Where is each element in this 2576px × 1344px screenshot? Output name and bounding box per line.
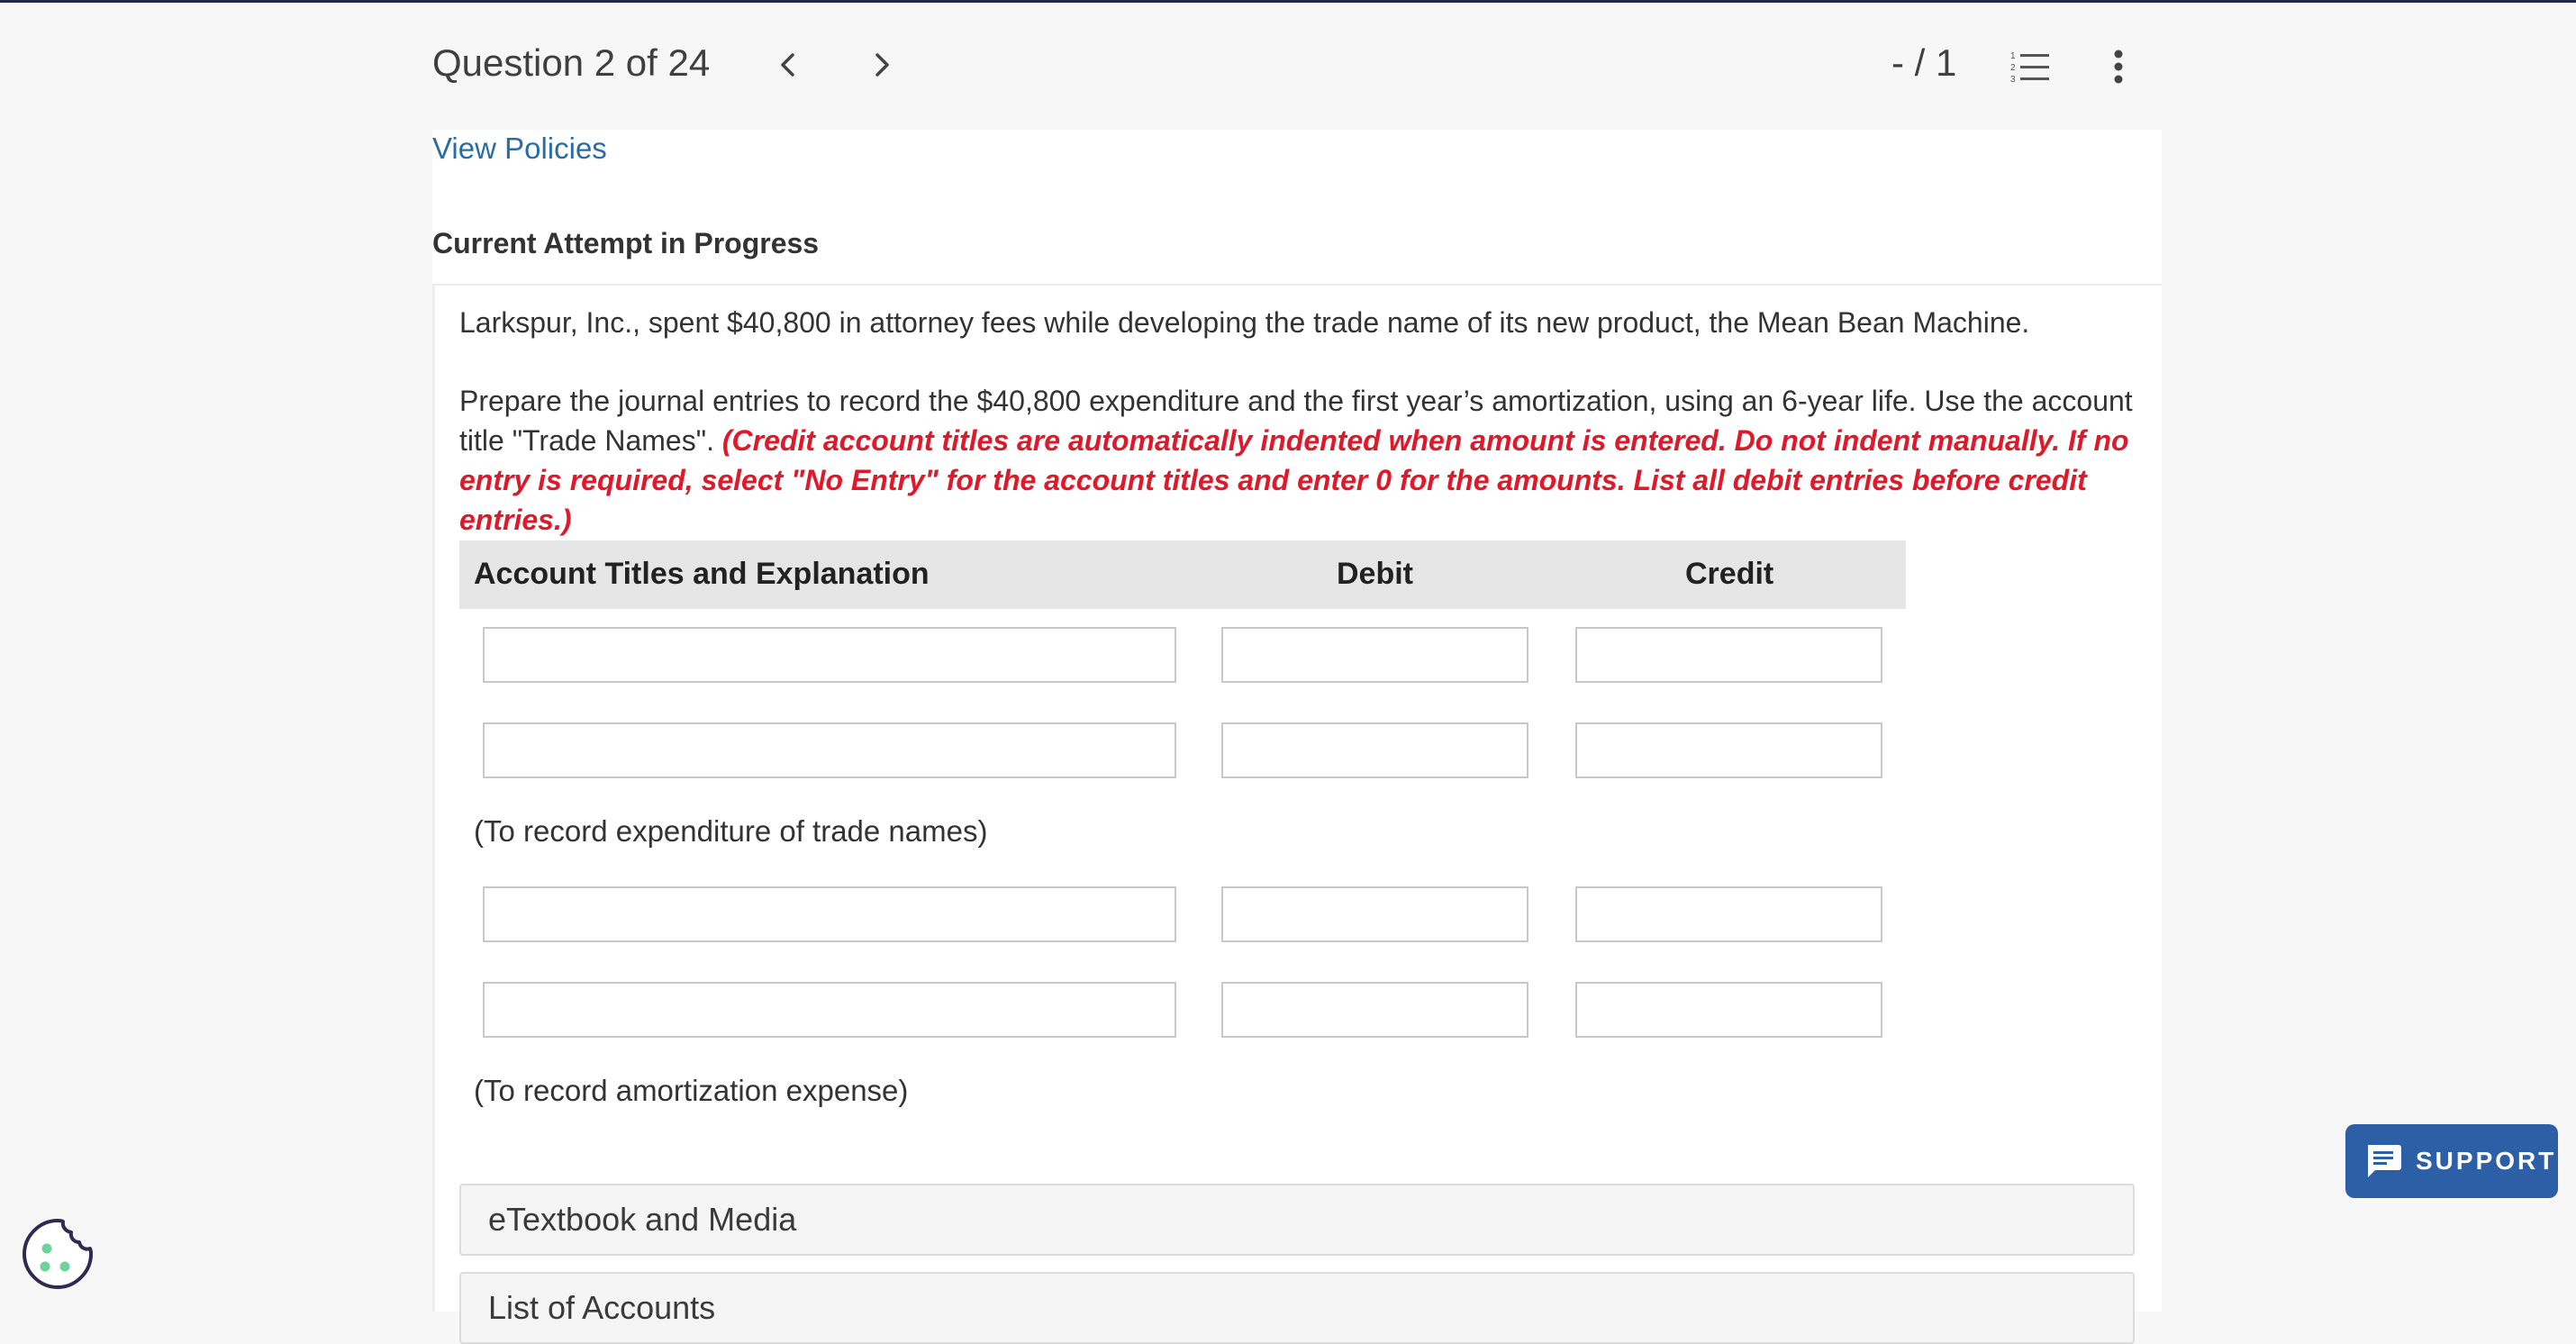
attempt-status: Current Attempt in Progress xyxy=(432,227,820,259)
problem-statement xyxy=(459,303,2153,540)
header-credit: Credit xyxy=(1685,557,1774,591)
entry2-row1-debit-input[interactable] xyxy=(1221,886,1528,942)
problem-paragraph-1: Larkspur, Inc., spent $40,800 in attorney fees while developing the trade name of its new product, the Mean Bean Machine. xyxy=(459,306,2030,339)
view-policies-link[interactable]: View Policies xyxy=(432,132,607,165)
svg-text:1: 1 xyxy=(2010,51,2016,61)
top-border xyxy=(0,0,2576,3)
svg-text:2: 2 xyxy=(2010,63,2016,73)
problem-instructions: (Credit account titles are automatically indented when amount is entered. Do not indent manually. If no entry is required, select "No Entry" for the account titles and enter 0 for the amounts. List all debit entries before credit entries.) xyxy=(459,424,2129,536)
problem-paragraph-2 xyxy=(459,381,2153,540)
section-divider xyxy=(432,284,2162,286)
chat-bubble-icon xyxy=(2363,1142,2403,1180)
more-options-button[interactable] xyxy=(2093,41,2144,92)
header-debit: Debit xyxy=(1337,557,1413,591)
journal-table-header xyxy=(459,540,1906,609)
score-display: - / 1 xyxy=(1891,41,1957,84)
entry1-row2-credit-input[interactable] xyxy=(1575,722,1882,778)
entry1-row1-debit-input[interactable] xyxy=(1221,627,1528,683)
entry1-row2-debit-input[interactable] xyxy=(1221,722,1528,778)
entry1-row2-account-input[interactable] xyxy=(483,722,1176,778)
support-button[interactable] xyxy=(2345,1124,2558,1198)
list-of-accounts-accordion[interactable] xyxy=(459,1272,2135,1344)
entry2-row1-credit-input[interactable] xyxy=(1575,886,1882,942)
question-left-rule xyxy=(432,286,435,1312)
entry2-row2-credit-input[interactable] xyxy=(1575,982,1882,1038)
etextbook-media-accordion[interactable] xyxy=(459,1184,2135,1256)
entry2-row1-account-input[interactable] xyxy=(483,886,1176,942)
svg-text:3: 3 xyxy=(2010,75,2016,85)
chevron-right-icon xyxy=(871,51,893,78)
cookie-icon xyxy=(20,1216,95,1292)
entry2-row2-debit-input[interactable] xyxy=(1221,982,1528,1038)
support-label: SUPPORT xyxy=(2416,1147,2557,1175)
question-counter: Question 2 of 24 xyxy=(432,41,711,84)
question-list-button[interactable] xyxy=(2005,41,2055,92)
kebab-menu-icon xyxy=(2113,49,2124,85)
numbered-list-icon xyxy=(2009,49,2051,85)
problem-paragraph-2-text: Prepare the journal entries to record the $40,800 expenditure and the first year’s amortization, using an 6-year life. Use the account title "Trade Names". xyxy=(459,385,2133,457)
cookie-settings-button[interactable] xyxy=(20,1216,95,1292)
entry2-explanation: (To record amortization expense) xyxy=(474,1074,909,1107)
entry1-explanation: (To record expenditure of trade names) xyxy=(474,814,988,848)
entry1-row1-account-input[interactable] xyxy=(483,627,1176,683)
chevron-left-icon xyxy=(777,51,799,78)
list-of-accounts-label: List of Accounts xyxy=(488,1289,716,1326)
previous-question-button[interactable] xyxy=(766,43,810,86)
entry1-row1-credit-input[interactable] xyxy=(1575,627,1882,683)
header-account-titles: Account Titles and Explanation xyxy=(474,557,930,591)
etextbook-media-label: eTextbook and Media xyxy=(488,1201,797,1238)
entry2-row2-account-input[interactable] xyxy=(483,982,1176,1038)
next-question-button[interactable] xyxy=(860,43,903,86)
